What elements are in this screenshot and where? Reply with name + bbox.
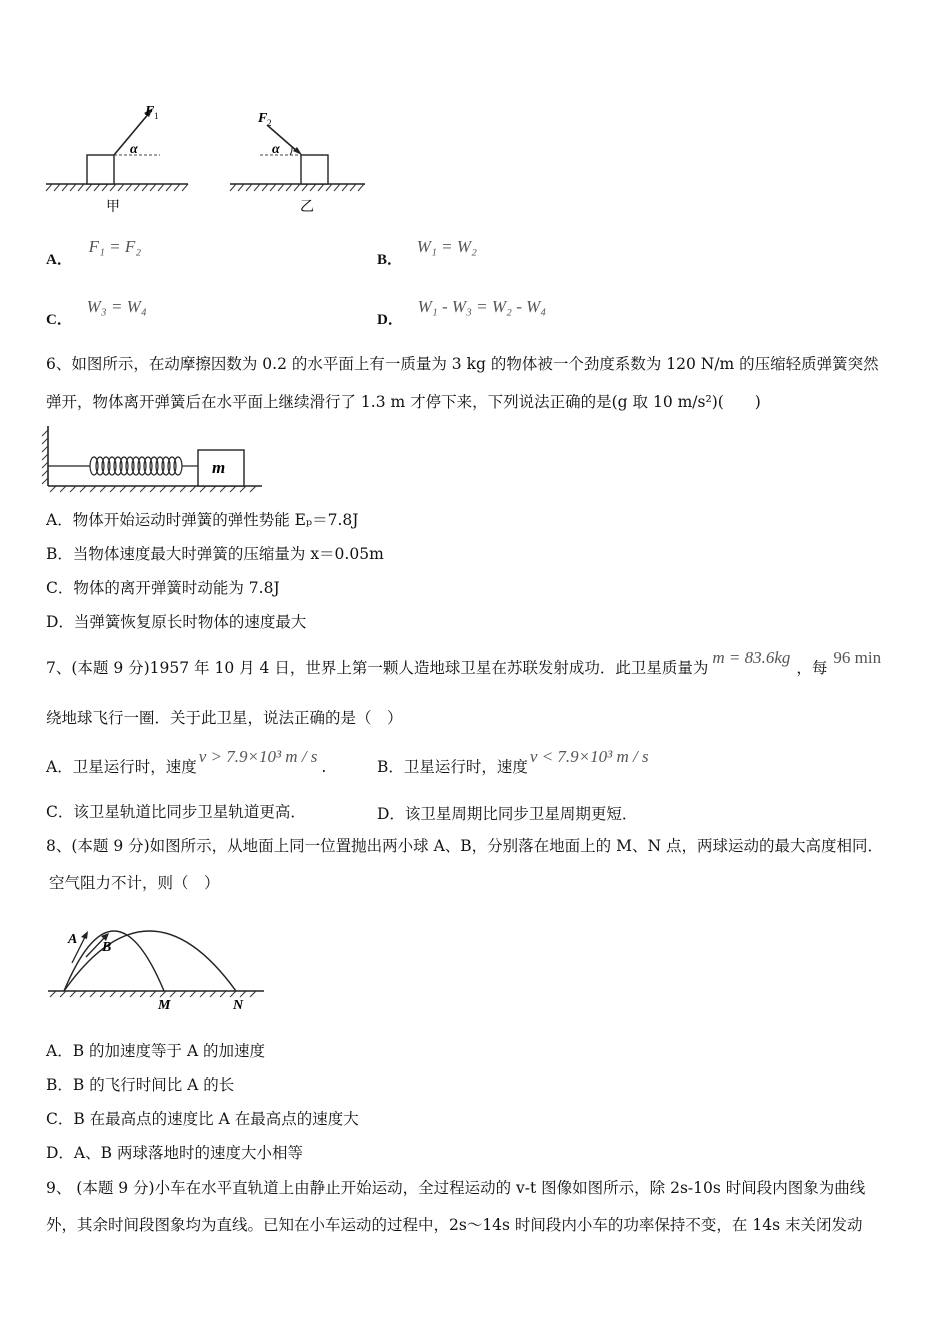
block-yi	[301, 155, 328, 184]
q9-stem-line1: 9、 (本题 9 分)小车在水平直轨道上由静止开始运动，全过程运动的 v-t 图像如图所示，除 2s-10s 时间段内图象为曲线	[46, 1179, 866, 1197]
q8-option-b: B．B 的飞行时间比 A 的长	[46, 1076, 235, 1094]
q7-option-b	[377, 747, 649, 777]
q7-period-math: 96 min	[833, 648, 882, 667]
option-letter: A．	[46, 252, 72, 268]
option-text: A．卫星运行时，速度	[46, 758, 197, 776]
q6-option-c: C．物体的离开弹簧时动能为 7.8J	[46, 579, 280, 597]
option-math: v < 7.9×10³ m / s	[529, 747, 649, 766]
f2-sub: 2	[267, 118, 272, 128]
q5-option-c	[46, 297, 147, 329]
alpha-label-jia: α	[130, 142, 138, 157]
projectile-diagram	[44, 905, 274, 1017]
option-math: W₁ - W₃ = W₂ - W₄	[417, 297, 547, 316]
yi-label: 乙	[300, 199, 314, 215]
q6-option-a: A．物体开始运动时弹簧的弹性势能 Eₚ＝7.8J	[46, 511, 359, 529]
block-jia	[87, 155, 114, 184]
option-letter: B．	[377, 252, 403, 268]
q5-option-a	[46, 237, 142, 269]
option-math: F₁ = F₂	[88, 237, 142, 256]
option-math: W₁ = W₂	[416, 237, 477, 256]
f2-label: F	[258, 111, 268, 126]
q7-option-d: D．该卫星周期比同步卫星周期更短．	[377, 805, 638, 823]
q7-stem-line2: 绕地球飞行一圈．关于此卫星，说法正确的是（ ）	[46, 709, 403, 727]
q5-option-b	[377, 237, 477, 269]
diagram-jia	[46, 104, 188, 215]
option-math: v > 7.9×10³ m / s	[198, 747, 318, 766]
q7-stem-text: 7、(本题 9 分)1957 年 10 月 4 日，世界上第一颗人造地球卫星在苏联发射成功．此卫星质量为	[46, 659, 709, 677]
option-letter: D．	[377, 312, 403, 328]
f1-label: F	[145, 104, 155, 119]
q6-option-b: B．当物体速度最大时弹簧的压缩量为 x＝0.05m	[46, 545, 384, 563]
jia-label: 甲	[106, 199, 120, 215]
spring-coil	[90, 457, 182, 475]
q8-option-c: C．B 在最高点的速度比 A 在最高点的速度大	[46, 1110, 359, 1128]
q7-stem-text-b: ，每	[796, 659, 828, 677]
point-n-label: N	[233, 998, 244, 1013]
q6-stem-line2: 弹开，物体离开弹簧后在水平面上继续滑行了 1.3 m 才停下来，下列说法正确的是(g 取 10 m/s²)( )	[46, 393, 761, 411]
q8-stem-line2: 空气阻力不计，则（ ）	[49, 874, 220, 892]
q6-option-d: D．当弹簧恢复原长时物体的速度最大	[46, 613, 307, 631]
ball-a-label: A	[68, 932, 78, 947]
q8-stem-line1: 8、(本题 9 分)如图所示，从地面上同一位置抛出两小球 A、B，分别落在地面上的 M、N 点，两球运动的最大高度相同．	[46, 837, 883, 855]
spring-diagram	[40, 420, 270, 500]
f1-sub: 1	[154, 111, 159, 121]
q7-option-a	[46, 747, 327, 777]
ball-b-label: B	[102, 940, 112, 955]
q7-option-c: C．该卫星轨道比同步卫星轨道更高．	[46, 803, 306, 821]
point-m-label: M	[158, 998, 171, 1013]
option-text: B．卫星运行时，速度	[377, 758, 528, 776]
mass-label: m	[212, 458, 226, 477]
force-diagram	[40, 95, 380, 220]
q7-stem-line1	[46, 648, 882, 678]
diagram-yi	[230, 111, 365, 215]
q9-stem-line2: 外，其余时间段图象均为直线。已知在小车运动的过程中，2s～14s 时间段内小车的功率保持不变，在 14s 末关闭发动	[46, 1216, 863, 1234]
option-end: .	[321, 758, 327, 776]
alpha-label-yi: α	[272, 142, 280, 157]
trajectory-a	[64, 931, 164, 991]
option-math: W₃ = W₄	[86, 297, 147, 316]
q5-option-d	[377, 297, 547, 329]
q8-option-a: A．B 的加速度等于 A 的加速度	[46, 1042, 266, 1060]
option-letter: C．	[46, 312, 72, 328]
q8-option-d: D．A、B 两球落地时的速度大小相等	[46, 1144, 303, 1162]
q6-stem-line1: 6、如图所示，在动摩擦因数为 0.2 的水平面上有一质量为 3 kg 的物体被一个劲度系数为 120 N/m 的压缩轻质弹簧突然	[46, 355, 879, 373]
q7-mass-math: m = 83.6kg	[712, 648, 791, 667]
